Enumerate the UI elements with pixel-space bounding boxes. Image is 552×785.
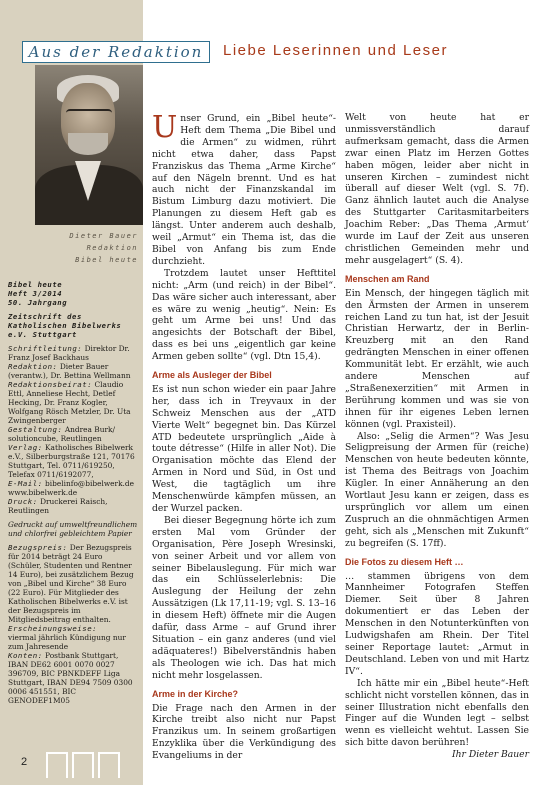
signature: Ihr Dieter Bauer xyxy=(451,749,529,761)
subheading: Menschen am Rand xyxy=(345,273,430,284)
subheading: Arme in der Kirche? xyxy=(152,688,239,699)
publisher: Zeitschrift des Katholischen Bibelwerks e.V. Stuttgart xyxy=(8,312,122,339)
imprint: Bibel heute Heft 3/2014 50. Jahrgang Zeitschrift des Katholischen Bibelwerks e.V. Stuttgart Schriftleitung: Direktor Dr. Franz Josef Backhaus Redaktion: Dieter Bauer (verantw.), Dr. Bettina Wellmann Redaktionsbeirat: Claudio Ettl, Anneliese Hecht, Detlef Hecking, Dr. Franz Kogler, Wolfgang Rösch Metzler, Dr. Uta Zwingenberger Gestaltung: Andrea Burk/ solutioncube, Reutlingen Verlag: Katholisches Bibelwerk e.V., Silberburgstraße 121, 70176 Stuttgart, Tel. 0711/619250, Telefax 0711/6192077, E-Mail: bibelinfo@bibelwerk.de www.bibelwerk.de Druck: Druckerei Raisch, Reutlingen Gedruckt auf umweltfreundlichem und chlorfrei gebleichtem Papier Bezugspreis: Der Bezugspreis für 2014 beträgt 24 Euro (Schüler, Studenten und Rentner 14 Euro), bei zusätzlichem Bezug von „Bibel und Kirche“ 38 Euro (22 Euro). Für Mitglieder des Katholischen Bibelwerks e.V. ist der Bezugspreis im Mitgliedsbeitrag enthalten. Erscheinungsweise: viermal jährlich Kündigung nur zum Jahresende Konten: Postbank Stuttgart, IBAN DE62 6001 0070 0027 396709, BIC PBNKDEFF Liga Stuttgart, IBAN DE94 7509 0300 0006 451551, BIC GENODEF1M05 xyxy=(8,280,138,705)
magazine-name: Bibel heute xyxy=(8,280,63,289)
paragraph: … stammen übrigens von dem Mannheimer Fotografen Steffen Diemer. Seit über 8 Jahren dokumentiert er das Leben der Menschen in den Notunterkünften von Ludwigshafen am Rhein. Der Titel seiner Reportage lautet: „Armut in Deutschland. Leben von und mit Hartz IV“. xyxy=(345,570,529,677)
paragraph: Ein Mensch, der hingegen täglich mit den Ärmsten der Armen in unserem reichen Land zu tun hat, ist der Jesuit Christian Herwartz, der in Berlin-Kreuzberg mit an den Rand gedrängten Menschen in einer offenen Kommunität lebt. Er erzählt, wie auch andere Menschen auf „Straßenexerzitien“ mit Armen in Berührung kommen und was sie von ihnen für ihr eigenes Leben lernen können (vgl. Praxisteil). xyxy=(345,287,529,430)
paragraph: Also: „Selig die Armen“? Was Jesu Seligpreisung der Armen für (reiche) Menschen von heute bedeuten könnte, ist Thema des Beitrags von Joachim Kügler. In einer Annäherung an den Wortlaut Jesu kann er zeigen, dass es ursprünglich vor allem um einen Zuspruch an die ohnmächtigen Armen geht, sich als „Menschen mit Zukunft“ zu begreifen (S. 17ff). xyxy=(345,430,529,549)
article-column-1 xyxy=(152,110,337,762)
paragraph: Welt von heute hat er unmissverständlich darauf aufmerksam gemacht, dass die Armen zwar einen Platz im Herzen Gottes haben mögen, leider aber nicht in unseren Kirchen – zumindest nicht überall auf dieser Welt (vgl. S. 7f). Ganz ähnlich lautet auch die Analyse des Stuttgarter Caritasmitarbeiters Joachim Reber: „Das Thema ‚Armut‘ wurde im Lauf der Zeit aus unseren christlichen Gemeinden mehr und mehr ausgelagert“ (S. 4). xyxy=(345,112,529,266)
issue: Heft 3/2014 xyxy=(8,289,63,298)
section-label: Aus der Redaktion xyxy=(28,43,204,61)
subheading: Die Fotos zu diesem Heft … xyxy=(345,556,464,567)
paper-note: Gedruckt auf umweltfreundlichem und chlorfrei gebleichtem Papier xyxy=(8,520,138,538)
photo-caption xyxy=(40,230,138,266)
dropcap: U xyxy=(152,110,178,145)
footer-bars-decoration xyxy=(46,752,124,782)
paragraph: Ich hätte mir ein „Bibel heute“-Heft schlicht nicht vorstellen können, das in seiner Illustration nicht ebenfalls den Finger auf die Wunden legt – selbst wenn es vielleicht wehtut. Lassen Sie sich bitte davon berühren! xyxy=(345,677,529,749)
caption-line: Redaktion xyxy=(86,244,138,252)
caption-line: Dieter Bauer xyxy=(69,232,138,240)
paragraph: Es ist nun schon wieder ein paar Jahre her, dass ich in Treyvaux in der Schweiz Menschen aus der „ATD Vierte Welt“ begegnet bin. Das Kürzel ATD bedeutete ursprünglich „Aide à toute détresse“ (Hilfe in aller Not). Die Organisation möchte das Elend der Armen in Nord und Süd, in Ost und West, die tagtäglich um ihre Menschenwürde kämpfen müssen, an der Wurzel packen. xyxy=(152,383,336,514)
volume: 50. Jahrgang xyxy=(8,298,68,307)
page-title: Liebe Leserinnen und Leser xyxy=(223,42,448,59)
paragraph: Bei dieser Begegnung hörte ich zum ersten Mal vom Gründer der Organisation, Père Joseph Wresinski, von seiner Arbeit und vor allem von seiner Bibelauslegung. Für mich war das ein Schlüsselerlebnis: Die Auslegung der Heilung der zehn Aussätzigen (Lk 17,11-19; vgl. S. 13–16 in diesem Heft) öffnete mir die Augen dafür, dass Arme – auf Grund ihrer Situation – ein ganz anderes (und viel adäquateres!) Bibelverständnis haben als Theologen wie ich. Das hat mich nicht mehr losgelassen. xyxy=(152,514,337,681)
paragraph: Die Frage nach den Armen in der Kirche treibt also nicht nur Papst Franzikus um. In seinem großartigen Enzyklika über die Verkündigung des Evangeliums in der xyxy=(152,702,336,762)
section-label-box xyxy=(22,41,210,63)
email-link[interactable]: bibelinfo@bibelwerk.de www.bibelwerk.de xyxy=(8,479,135,497)
subheading: Arme als Ausleger der Bibel xyxy=(152,370,272,381)
paragraph: nser Grund, ein „Bibel heute“-Heft dem Thema „Die Bibel und die Armen“ zu widmen, rührt nicht etwa daher, dass Papst Franziskus das Thema „Arme Kirche“ auf den Nägeln brennt. Und es hat auch nicht der Finanzskandal im Bistum Limburg dazu motiviert. Die Planungen zu diesem Heft gab es längst. Unter anderem auch deshalb, weil „Armut“ ein Thema ist, das die Bibel von Anfang bis zum Ende durchzieht. xyxy=(152,113,336,267)
author-photo xyxy=(35,65,143,225)
article-column-2 xyxy=(345,112,529,761)
paragraph: Trotzdem lautet unser Hefttitel nicht: „Arm (und reich) in der Bibel“. Das wäre sicher auch interessant, aber es wäre zu wenig „heutig“. Nein: Es geht um Arme bei uns! Und das angesichts der Botschaft der Bibel, dass es bei uns „eigentlich gar keine Armen geben sollte“ (vgl. Dtn 15,4). xyxy=(152,267,336,363)
caption-line: Bibel heute xyxy=(75,256,138,264)
page-number: 2 xyxy=(20,756,28,768)
